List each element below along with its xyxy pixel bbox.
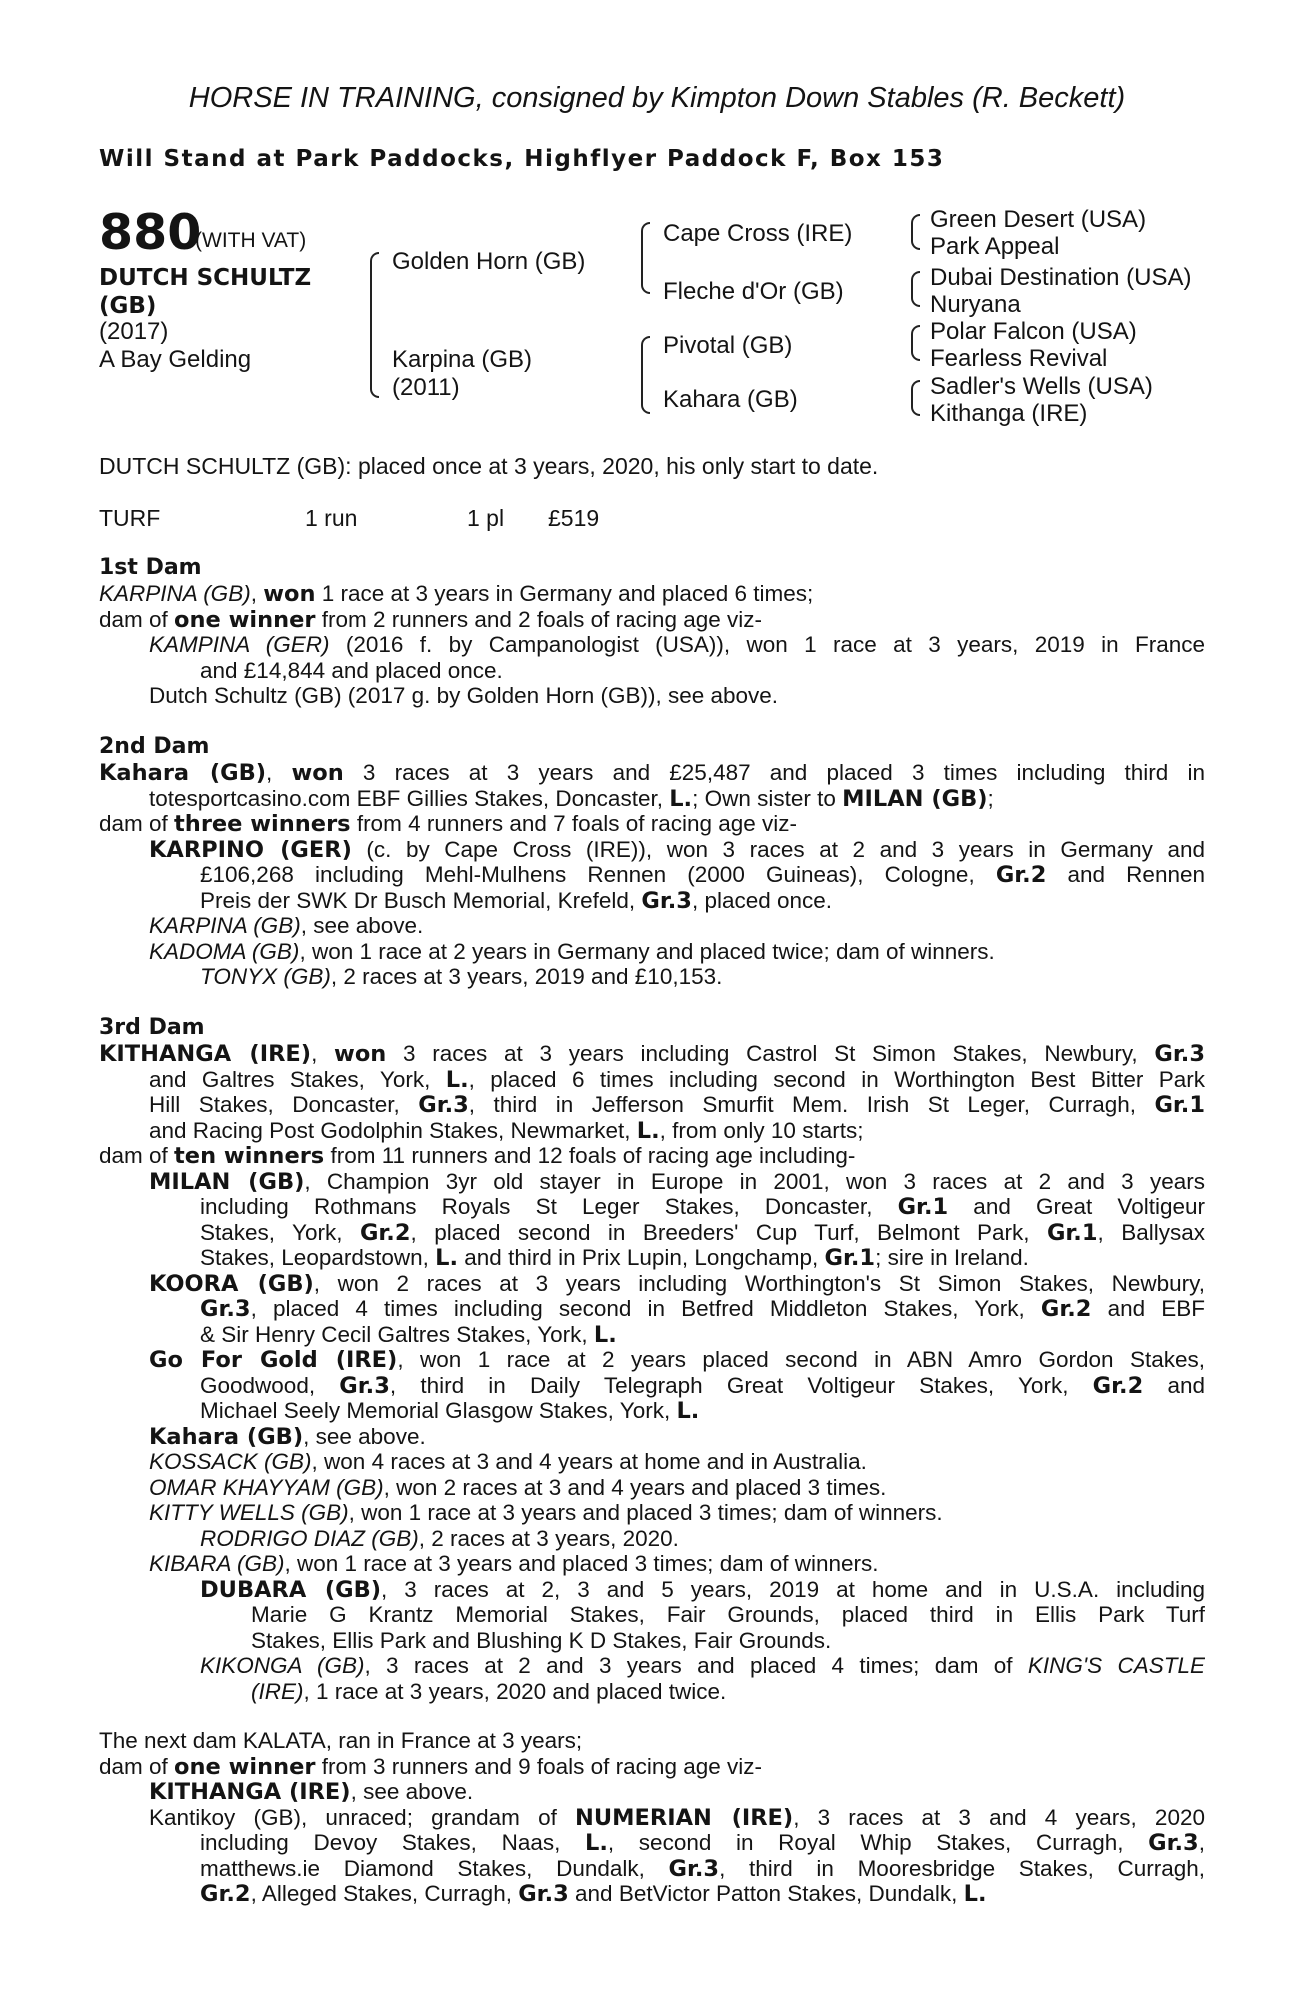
- text-run: dam of: [99, 1143, 175, 1168]
- text-run: KITHANGA (IRE): [99, 1041, 312, 1067]
- text-run: Gr.2: [1092, 1372, 1144, 1398]
- text-run: Stakes, Leopardstown,: [200, 1245, 436, 1270]
- ss-dam-name: Park Appeal: [930, 233, 1060, 260]
- sd-sire-name: Dubai Destination (USA): [930, 264, 1192, 291]
- text-run: Stakes, Ellis Park and Blushing K D Stakes, Fair Grounds.: [251, 1627, 832, 1653]
- text-run: Gr.3: [1154, 1041, 1205, 1067]
- text-line: [99, 1194, 1205, 1220]
- stand-location: Will Stand at Park Paddocks, Highflyer Paddock F, Box 153: [99, 146, 945, 172]
- text-run: , won 1 race at 2 years in Germany and placed twice; dam of winners.: [299, 938, 995, 964]
- text-line: [99, 811, 1205, 837]
- text-line: [99, 1296, 1205, 1322]
- text-line: [99, 1347, 1205, 1373]
- text-run: , 1 race at 3 years, 2020 and placed twice.: [303, 1678, 727, 1704]
- text-run: , placed 6 times including second in Worthington Best Bitter Park: [468, 1066, 1205, 1092]
- catalogue-header: HORSE IN TRAINING, consigned by Kimpton Down Stables (R. Beckett): [188, 82, 1126, 114]
- text-line: [99, 888, 1205, 914]
- sd-dam-name: Nuryana: [930, 291, 1021, 318]
- pedigree-brace-ds: [911, 325, 920, 361]
- record-surface: TURF: [99, 505, 161, 531]
- text-run: MILAN (GB): [149, 1168, 305, 1194]
- text-line: [99, 1653, 1205, 1679]
- ds-dam-name: Fearless Revival: [930, 345, 1108, 372]
- text-run: Gr.3: [200, 1296, 251, 1322]
- text-run: dam of: [99, 606, 175, 632]
- text-line: [99, 786, 1205, 812]
- text-run: , placed 4 times including second in Betfred Middleton Stakes, York,: [250, 1296, 1041, 1321]
- text-run: and Great Voltigeur: [948, 1194, 1205, 1219]
- text-line: [99, 1220, 1205, 1246]
- text-line: [99, 1041, 1205, 1067]
- text-run: (IRE): [251, 1678, 304, 1704]
- text-run: and £14,844 and placed once.: [200, 657, 503, 683]
- text-run: and third in Prix Lupin, Longchamp,: [458, 1245, 825, 1270]
- race-summary: DUTCH SCHULTZ (GB): placed once at 3 years, 2020, his only start to date.: [99, 453, 879, 479]
- ss-sire-name: Green Desert (USA): [930, 206, 1147, 233]
- text-run: KING'S CASTLE: [1027, 1653, 1205, 1678]
- text-run: Gr.3: [1148, 1830, 1199, 1856]
- text-run: KARPINA (GB): [99, 581, 251, 606]
- text-run: OMAR KHAYYAM (GB): [149, 1474, 384, 1500]
- text-run: Kahara (GB): [99, 760, 267, 786]
- text-run: , won 2 races at 3 and 4 years and placed 3 times.: [383, 1474, 887, 1500]
- text-run: KOSSACK (GB): [149, 1449, 312, 1474]
- text-line: [99, 581, 1205, 607]
- text-run: RODRIGO DIAZ (GB): [200, 1525, 419, 1551]
- second-dam-text: [99, 760, 1205, 990]
- text-run: and BetVictor Patton Stakes, Dundalk,: [568, 1881, 964, 1906]
- text-line: [99, 1577, 1205, 1603]
- text-line: [99, 862, 1205, 888]
- text-run: DUBARA (GB): [200, 1576, 382, 1602]
- text-run: ,: [266, 760, 292, 785]
- record-runs: 1 run: [305, 505, 358, 531]
- text-line: [99, 760, 1205, 786]
- text-line: [99, 939, 1205, 965]
- text-run: , won 1 race at 3 years and placed 3 times; dam of winners.: [284, 1551, 879, 1576]
- text-run: ten winners: [174, 1143, 325, 1169]
- foaling-year: (2017): [99, 318, 169, 345]
- text-run: 3 races at 3 years including Castrol St Simon Stakes, Newbury,: [386, 1041, 1155, 1066]
- text-run: , 3 races at 2 and 3 years and placed 4 times; dam of: [364, 1653, 1028, 1678]
- text-run: KITTY WELLS (GB): [149, 1500, 349, 1525]
- dam-sire-name: Pivotal (GB): [663, 332, 793, 359]
- text-run: from 4 runners and 7 foals of racing age viz-: [350, 811, 798, 836]
- text-run: one winner: [174, 606, 316, 633]
- text-run: dam of: [99, 811, 175, 836]
- text-run: Hill Stakes, Doncaster,: [149, 1092, 419, 1117]
- text-line: [99, 658, 1205, 684]
- lot-number: 880: [99, 204, 202, 261]
- text-line: [99, 1679, 1205, 1705]
- text-run: Michael Seely Memorial Glasgow Stakes, York,: [200, 1398, 677, 1423]
- text-line: [99, 1424, 1205, 1450]
- text-run: KIBARA (GB): [149, 1551, 285, 1576]
- text-line: [99, 1728, 1205, 1754]
- dam-dam-name: Kahara (GB): [663, 386, 798, 413]
- third-dam-text: [99, 1041, 1205, 1704]
- text-line: [99, 1067, 1205, 1093]
- text-line: [99, 1271, 1205, 1297]
- horse-name-line2: (GB): [99, 293, 157, 319]
- text-run: from 3 runners and 9 foals of racing age viz-: [315, 1753, 762, 1779]
- text-run: L.: [636, 1117, 660, 1144]
- horse-name-line1: DUTCH SCHULTZ: [99, 265, 312, 291]
- text-run: Gr.2: [1040, 1296, 1092, 1322]
- second-dam-heading: 2nd Dam: [99, 734, 210, 759]
- text-run: Dutch Schultz (GB) (2017 g. by Golden Horn (GB)), see above.: [149, 683, 779, 708]
- text-line: [99, 913, 1205, 939]
- text-run: Kahara (GB): [149, 1423, 304, 1450]
- text-run: one winner: [174, 1753, 316, 1780]
- text-run: won: [263, 581, 316, 607]
- text-run: Go For Gold (IRE): [149, 1347, 398, 1373]
- dd-dam-name: Kithanga (IRE): [930, 400, 1088, 427]
- text-line: [99, 1602, 1205, 1628]
- text-run: , 3 races at 3 and 4 years, 2020: [793, 1804, 1205, 1830]
- first-dam-text: [99, 581, 1205, 709]
- text-run: , 2 races at 3 years, 2020.: [418, 1525, 679, 1551]
- text-run: , see above.: [303, 1423, 426, 1449]
- text-run: L.: [593, 1321, 617, 1348]
- text-run: £106,268 including Mehl-Mulhens Rennen (2000 Guineas), Cologne,: [200, 862, 996, 887]
- text-run: L.: [435, 1245, 459, 1271]
- text-line: [99, 1475, 1205, 1501]
- text-run: & Sir Henry Cecil Galtres Stakes, York,: [200, 1321, 594, 1347]
- pedigree-brace-dd: [911, 380, 920, 416]
- sire-dam-name: Fleche d'Or (GB): [663, 278, 844, 305]
- text-line: [99, 1169, 1205, 1195]
- text-line: [99, 1856, 1205, 1882]
- text-run: ,: [311, 1041, 335, 1066]
- record-placed: 1 pl: [467, 505, 505, 531]
- text-run: Gr.3: [668, 1855, 720, 1881]
- pedigree-brace-dam: [641, 336, 650, 414]
- text-line: [99, 1373, 1205, 1399]
- text-run: ;: [987, 785, 994, 811]
- text-line: [99, 1500, 1205, 1526]
- pedigree-brace-ss: [911, 214, 920, 250]
- text-run: Gr.1: [897, 1194, 949, 1220]
- text-line: [99, 1398, 1205, 1424]
- text-run: and EBF: [1091, 1296, 1205, 1321]
- text-line: [99, 1092, 1205, 1118]
- text-line: [99, 1526, 1205, 1552]
- text-run: and Rennen: [1046, 862, 1205, 887]
- text-line: [99, 1143, 1205, 1169]
- text-run: including Rothmans Royals St Leger Stakes, Doncaster,: [200, 1194, 898, 1219]
- text-run: won: [334, 1041, 387, 1067]
- text-run: , from only 10 starts;: [659, 1117, 864, 1143]
- text-line: [99, 1245, 1205, 1271]
- text-line: [99, 1449, 1205, 1475]
- text-run: , third in Jefferson Smurfit Mem. Irish St Leger, Curragh,: [468, 1092, 1155, 1117]
- text-run: ,: [250, 581, 264, 606]
- text-run: , see above.: [300, 913, 424, 938]
- text-run: , won 1 race at 2 years placed second in ABN Amro Gordon Stakes,: [397, 1347, 1205, 1372]
- text-run: NUMERIAN (IRE): [575, 1804, 794, 1830]
- next-dam-text: [99, 1728, 1205, 1907]
- text-run: L.: [585, 1830, 608, 1856]
- text-run: Gr.2: [200, 1881, 251, 1907]
- text-run: Preis der SWK Dr Busch Memorial, Krefeld,: [200, 887, 642, 913]
- text-line: [99, 683, 1205, 709]
- ds-sire-name: Polar Falcon (USA): [930, 318, 1137, 345]
- text-run: , placed once.: [691, 887, 833, 913]
- text-line: [99, 1551, 1205, 1577]
- text-run: ,: [1198, 1830, 1205, 1855]
- text-run: KARPINA (GB): [149, 913, 301, 938]
- text-run: KAMPINA (GER): [149, 632, 330, 657]
- text-run: , Champion 3yr old stayer in Europe in 2001, won 3 races at 2 and 3 years: [304, 1168, 1205, 1194]
- pedigree-brace-main: [370, 252, 379, 398]
- text-run: KITHANGA (IRE): [149, 1779, 351, 1805]
- text-line: [99, 607, 1205, 633]
- text-run: L.: [445, 1066, 469, 1092]
- text-line: [99, 964, 1205, 990]
- text-run: from 2 runners and 2 foals of racing age viz-: [315, 606, 762, 632]
- text-line: [99, 1881, 1205, 1907]
- dam-year: (2011): [392, 374, 460, 401]
- text-line: [99, 1118, 1205, 1144]
- text-run: ; sire in Ireland.: [875, 1245, 1029, 1270]
- text-line: [99, 1805, 1205, 1831]
- text-run: , won 2 races at 3 years including Worthington's St Simon Stakes, Newbury,: [313, 1270, 1205, 1296]
- text-run: ; Own sister to: [692, 785, 843, 811]
- text-run: totesportcasino.com EBF Gillies Stakes, Doncaster,: [149, 785, 670, 811]
- horse-name: [99, 264, 311, 320]
- vat-note: (WITH VAT): [195, 229, 307, 252]
- text-run: Gr.1: [1154, 1092, 1205, 1118]
- horse-description: A Bay Gelding: [99, 346, 252, 373]
- text-run: Gr.1: [1046, 1219, 1098, 1245]
- text-run: , second in Royal Whip Stakes, Curragh,: [607, 1830, 1149, 1855]
- text-run: from 11 runners and 12 foals of racing age including-: [324, 1143, 856, 1168]
- text-run: L.: [963, 1881, 987, 1907]
- text-run: Gr.1: [824, 1245, 876, 1271]
- text-run: , third in Mooresbridge Stakes, Curragh,: [719, 1855, 1205, 1881]
- text-run: matthews.ie Diamond Stakes, Dundalk,: [200, 1855, 669, 1881]
- text-run: Gr.3: [518, 1881, 569, 1907]
- text-run: Goodwood,: [200, 1372, 340, 1398]
- text-run: KARPINO (GER): [149, 836, 352, 862]
- text-run: , Ballysax: [1097, 1219, 1205, 1245]
- third-dam-heading: 3rd Dam: [99, 1015, 205, 1040]
- text-run: KIKONGA (GB): [200, 1653, 365, 1678]
- text-run: , placed second in Breeders' Cup Turf, Belmont Park,: [410, 1219, 1047, 1245]
- text-run: 3 races at 3 years and £25,487 and placed 3 times including third in: [343, 760, 1205, 785]
- text-run: Stakes, York,: [200, 1219, 360, 1245]
- text-run: , won 1 race at 3 years and placed 3 times; dam of winners.: [348, 1500, 943, 1525]
- text-run: , see above.: [350, 1779, 474, 1804]
- text-run: won: [291, 760, 344, 786]
- text-run: Marie G Krantz Memorial Stakes, Fair Grounds, placed third in Ellis Park Turf: [251, 1602, 1205, 1627]
- text-run: dam of: [99, 1753, 175, 1779]
- text-run: KADOMA (GB): [149, 938, 300, 964]
- text-run: and Galtres Stakes, York,: [149, 1066, 446, 1092]
- sire-name: Golden Horn (GB): [392, 248, 586, 275]
- text-run: (2016 f. by Campanologist (USA)), won 1 race at 3 years, 2019 in France: [329, 632, 1205, 657]
- pedigree-brace-sd: [911, 271, 920, 307]
- text-run: Gr.2: [995, 862, 1047, 888]
- dd-sire-name: Sadler's Wells (USA): [930, 373, 1153, 400]
- text-run: three winners: [174, 811, 351, 837]
- text-run: , third in Daily Telegraph Great Voltigeur Stakes, York,: [389, 1372, 1093, 1398]
- text-run: and Racing Post Godolphin Stakes, Newmarket,: [149, 1117, 637, 1143]
- record-earnings: £519: [548, 505, 600, 531]
- text-run: , 3 races at 2, 3 and 5 years, 2019 at home and in U.S.A. including: [381, 1576, 1205, 1602]
- text-run: The next dam KALATA, ran in France at 3 years;: [99, 1728, 583, 1753]
- sire-sire-name: Cape Cross (IRE): [663, 220, 853, 247]
- text-run: L.: [669, 785, 693, 812]
- text-run: , 2 races at 3 years, 2019 and £10,153.: [330, 964, 723, 989]
- text-line: [99, 1779, 1205, 1805]
- text-run: Gr.2: [359, 1219, 411, 1245]
- text-run: 1 race at 3 years in Germany and placed 6 times;: [315, 581, 814, 606]
- text-line: [99, 1322, 1205, 1348]
- text-run: and: [1143, 1372, 1205, 1398]
- text-line: [99, 1754, 1205, 1780]
- text-line: [99, 837, 1205, 863]
- pedigree-brace-sire: [641, 222, 650, 294]
- text-run: Gr.3: [641, 887, 692, 914]
- text-line: [99, 1830, 1205, 1856]
- text-run: MILAN (GB): [842, 785, 988, 812]
- text-run: Gr.3: [418, 1092, 469, 1118]
- first-dam-heading: 1st Dam: [99, 555, 202, 580]
- text-line: [99, 632, 1205, 658]
- text-run: KOORA (GB): [149, 1270, 314, 1296]
- text-run: , won 4 races at 3 and 4 years at home and in Australia.: [311, 1449, 867, 1474]
- text-run: , Alleged Stakes, Curragh,: [250, 1881, 519, 1906]
- text-run: TONYX (GB): [200, 964, 331, 989]
- text-run: (c. by Cape Cross (IRE)), won 3 races at 2 and 3 years in Germany and: [351, 836, 1205, 862]
- text-run: L.: [676, 1398, 700, 1424]
- text-line: [99, 1628, 1205, 1654]
- text-run: Gr.3: [339, 1372, 390, 1398]
- text-run: including Devoy Stakes, Naas,: [200, 1830, 586, 1855]
- dam-name: Karpina (GB): [392, 346, 533, 373]
- text-run: Kantikoy (GB), unraced; grandam of: [149, 1804, 576, 1830]
